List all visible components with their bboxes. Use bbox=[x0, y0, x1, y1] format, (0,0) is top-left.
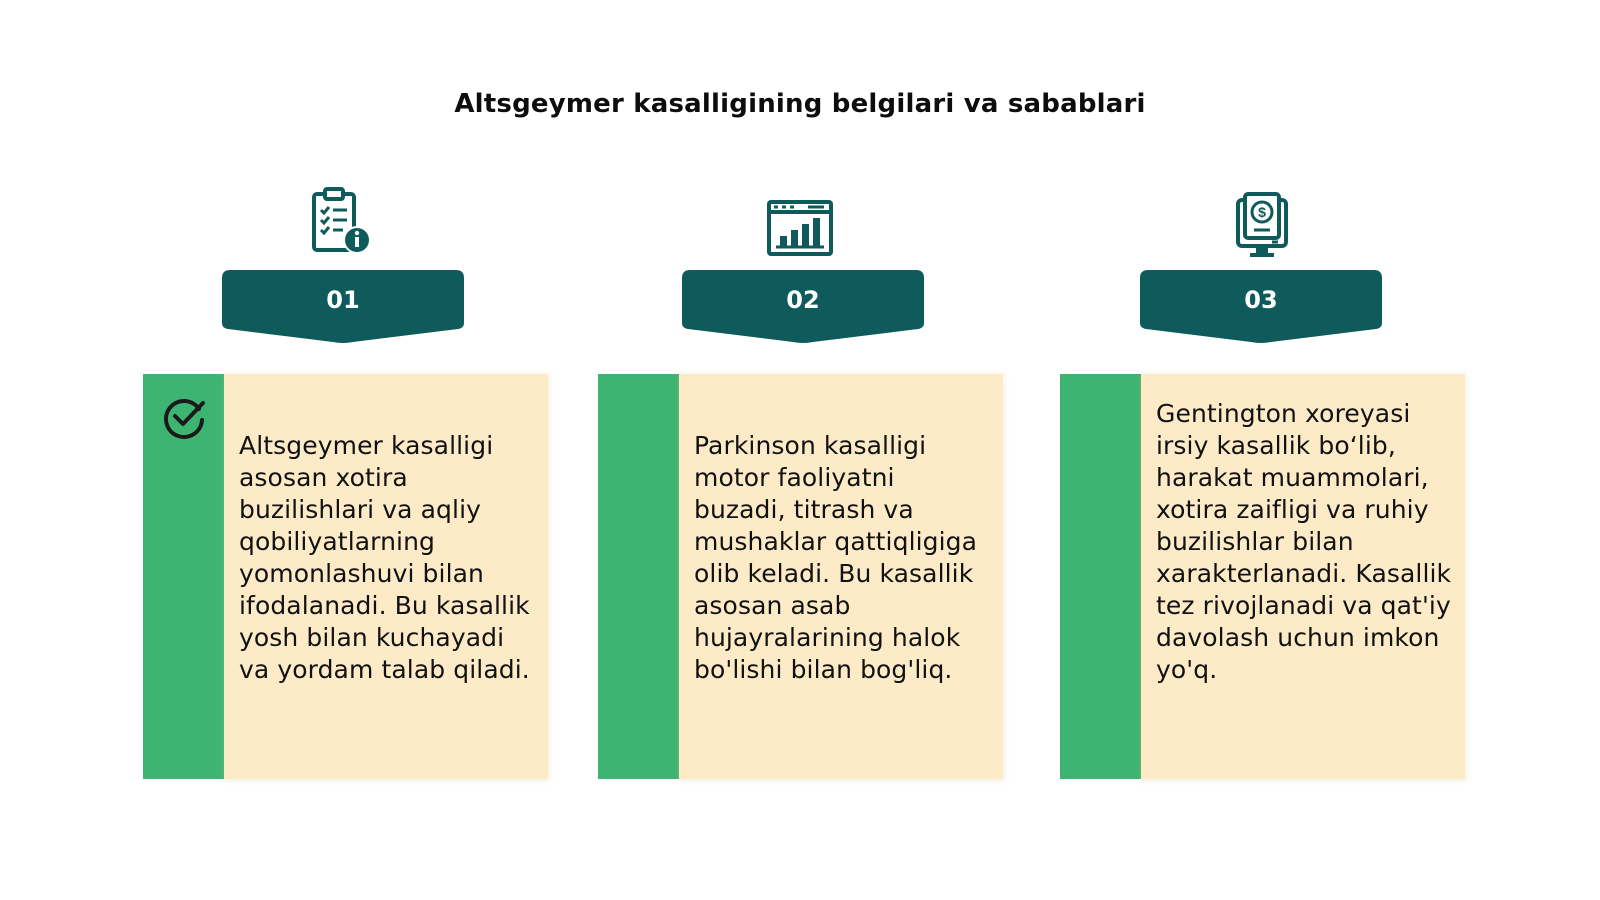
step-badge-03 bbox=[1138, 268, 1384, 348]
step-number: 01 bbox=[326, 286, 360, 314]
svg-text:$: $ bbox=[1258, 204, 1266, 220]
step-badge-02 bbox=[680, 268, 926, 348]
page-title: Altsgeymer kasalligining belgilari va sabablari bbox=[454, 89, 1146, 119]
step-number: 02 bbox=[786, 286, 820, 314]
card-text: Altsgeymer kasalligi asosan xotira buzilishlari va aqliy qobiliyatlarning yomonlashuvi bilan ifodalanadi. Bu kasallik yosh bilan kuchayadi va yordam talab qiladi. bbox=[239, 431, 530, 684]
card-stripe bbox=[1060, 374, 1141, 779]
bar-chart-window-icon bbox=[764, 192, 836, 264]
card-stripe bbox=[598, 374, 679, 779]
check-circle-icon bbox=[162, 394, 208, 440]
step-badge-01 bbox=[220, 268, 466, 348]
step-number: 03 bbox=[1244, 286, 1278, 314]
card-stripe bbox=[143, 374, 224, 779]
clipboard-checklist-info-icon bbox=[309, 186, 381, 258]
card-text: Parkinson kasalligi motor faoliyatni buzadi, titrash va mushaklar qattiqligiga olib keladi. Bu kasallik asosan asab hujayralarining halok bo'lishi bilan bog'liq. bbox=[694, 431, 978, 684]
card-text: Gentington xoreyasi irsiy kasallik bo‘lib, harakat muammolari, xotira zaifligi va ruhiy buzilishlar bilan xarakterlanadi. Kasallik tez rivojlanadi va qat'iy davolash uchun imkon yo'q. bbox=[1156, 399, 1452, 684]
monitor-dollar-icon bbox=[1226, 190, 1298, 262]
